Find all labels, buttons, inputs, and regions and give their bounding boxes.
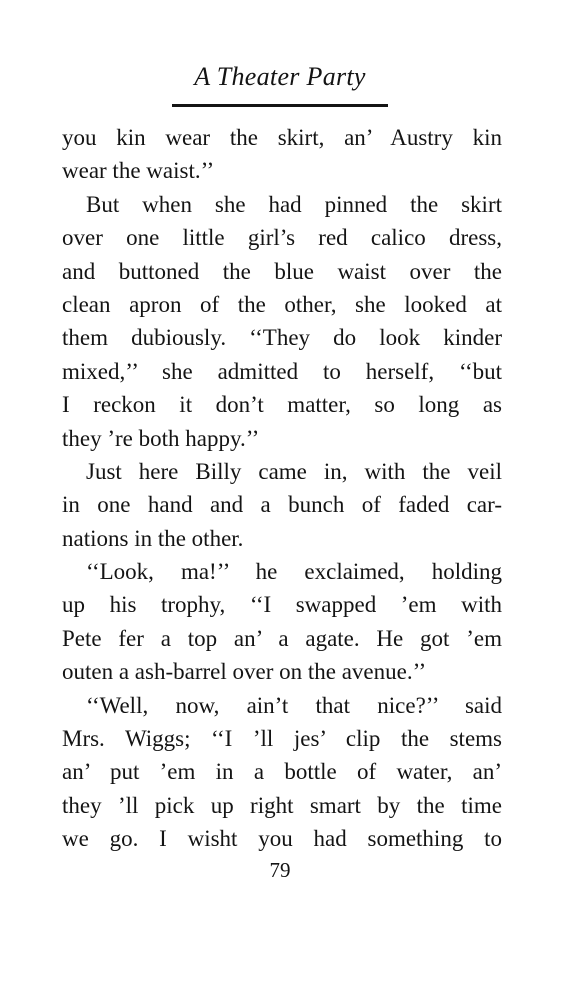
text-line: wear the waist.’’: [62, 158, 215, 184]
text-line: an’ put ’em in a bottle of water, an’: [62, 759, 502, 785]
text-line: and buttoned the blue waist over the: [62, 258, 502, 284]
text-line: they ’ll pick up right smart by the time: [62, 792, 502, 818]
header-rule: [172, 104, 388, 107]
text-line: ‘‘Well, now, ain’t that nice?’’ said: [86, 692, 502, 718]
text-line: ‘‘Look, ma!’’ he exclaimed, holding: [86, 559, 502, 585]
text-line: But when she had pinned the skirt: [86, 191, 502, 217]
body-text: [62, 121, 502, 856]
text-line: you kin wear the skirt, an’ Austry kin: [62, 125, 502, 150]
text-line: we go. I wisht you had something to: [62, 826, 502, 852]
text-line: Mrs. Wiggs; ‘‘I ’ll jes’ clip the stems: [62, 726, 502, 752]
text-line: in one hand and a bunch of faded car-: [62, 492, 502, 518]
text-line: them dubiously. ‘‘They do look kinder: [62, 325, 502, 351]
page-number: 79: [269, 858, 291, 882]
text-line: nations in the other.: [62, 525, 244, 551]
text-line: I reckon it don’t matter, so long as: [62, 392, 502, 418]
text-line: Just here Billy came in, with the veil: [86, 458, 502, 484]
text-line: over one little girl’s red calico dress,: [62, 225, 502, 251]
text-line: they ’re both happy.’’: [62, 425, 260, 451]
text-line: outen a ash-barrel over on the avenue.’’: [62, 659, 427, 685]
text-line: Pete fer a top an’ a agate. He got ’em: [62, 625, 502, 651]
text-line: clean apron of the other, she looked at: [62, 291, 502, 317]
text-line: mixed,’’ she admitted to herself, ‘‘but: [62, 358, 502, 384]
running-head: A Theater Party: [194, 62, 366, 91]
text-line: up his trophy, ‘‘I swapped ’em with: [62, 592, 502, 618]
